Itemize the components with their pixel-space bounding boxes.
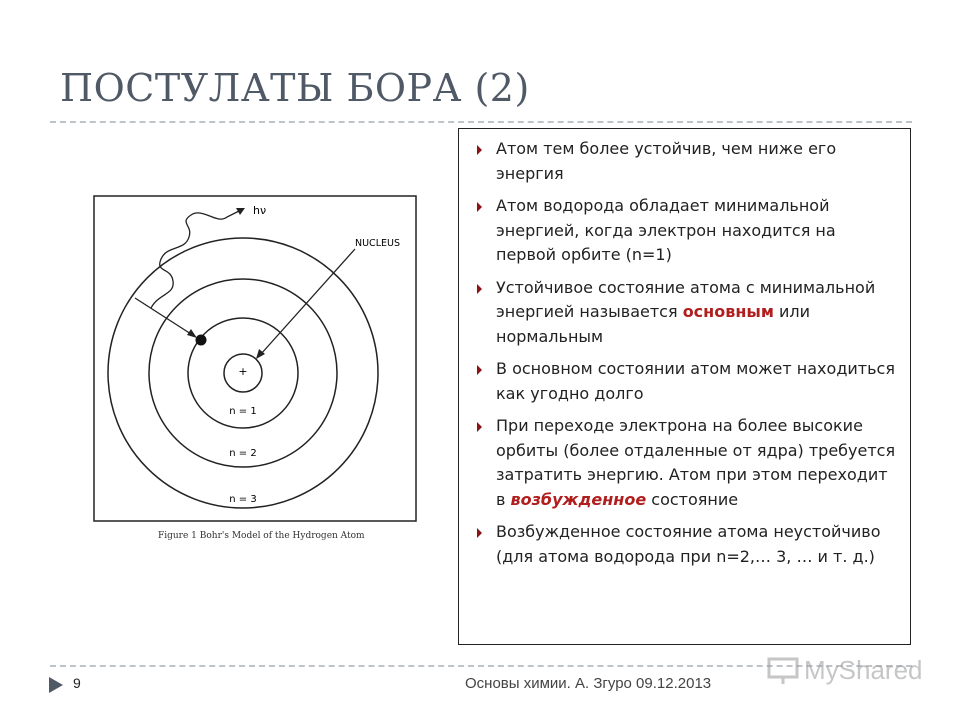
bullet-text: Устойчивое состояние атома с минимальной энергией называется [496, 277, 876, 321]
orbit-label-n3: n = 3 [229, 494, 257, 505]
bullet-list [469, 137, 900, 569]
bullet-text: или нормальным [496, 302, 811, 346]
bullet-item [469, 414, 900, 512]
slide-title: ПОСТУЛАТЫ БОРА (2) [60, 66, 530, 110]
bullet-item [469, 137, 900, 186]
bullet-arrow-icon [477, 528, 482, 538]
bullet-arrow-icon [477, 422, 482, 432]
watermark [766, 655, 923, 686]
bullet-arrow-icon [477, 145, 482, 155]
bullet-item [469, 520, 900, 569]
orbit-label-n2: n = 2 [229, 448, 257, 459]
page-number: 9 [73, 675, 81, 691]
bullet-textbox [458, 128, 911, 645]
presentation-icon [766, 656, 800, 686]
bohr-model-diagram [93, 195, 417, 522]
nucleus-label: NUCLEUS [355, 238, 400, 249]
bullet-text: В основном состоянии атом может находиться как угодно долго [496, 359, 895, 403]
figure-caption: Figure 1 Bohr's Model of the Hydrogen Atom [158, 531, 365, 541]
highlighted-term: возбужденное [510, 489, 647, 509]
bullet-item [469, 357, 900, 406]
footer-text: Основы химии. А. Згуро 09.12.2013 [465, 675, 712, 692]
orbit-label-n1: n = 1 [229, 406, 257, 417]
bullet-arrow-icon [477, 284, 482, 294]
nucleus-plus: + [238, 365, 248, 378]
bullet-text: При переходе электрона на более высокие орбиты (более отдаленные от ядра) требуется затратить энергию. Атом при этом переходит в [496, 416, 896, 509]
watermark-text: MyShared [804, 655, 923, 685]
bullet-text: Атом тем более устойчив, чем ниже его энергия [496, 139, 837, 183]
bullet-item [469, 276, 900, 350]
nav-arrow-icon[interactable] [48, 676, 64, 694]
electron [196, 335, 207, 346]
title-divider [50, 121, 912, 123]
bullet-arrow-icon [477, 202, 482, 212]
bullet-item [469, 194, 900, 268]
bullet-text: состояние [646, 489, 739, 509]
bullet-text: Возбужденное состояние атома неустойчиво (для атома водорода при n=2,… 3, … и т. д.) [496, 522, 881, 566]
bullet-arrow-icon [477, 365, 482, 375]
photon-label: hν [253, 204, 267, 217]
highlighted-term: основным [682, 302, 774, 321]
bullet-text: Атом водорода обладает минимальной энергией, когда электрон находится на первой орбите (n=1) [496, 196, 836, 264]
